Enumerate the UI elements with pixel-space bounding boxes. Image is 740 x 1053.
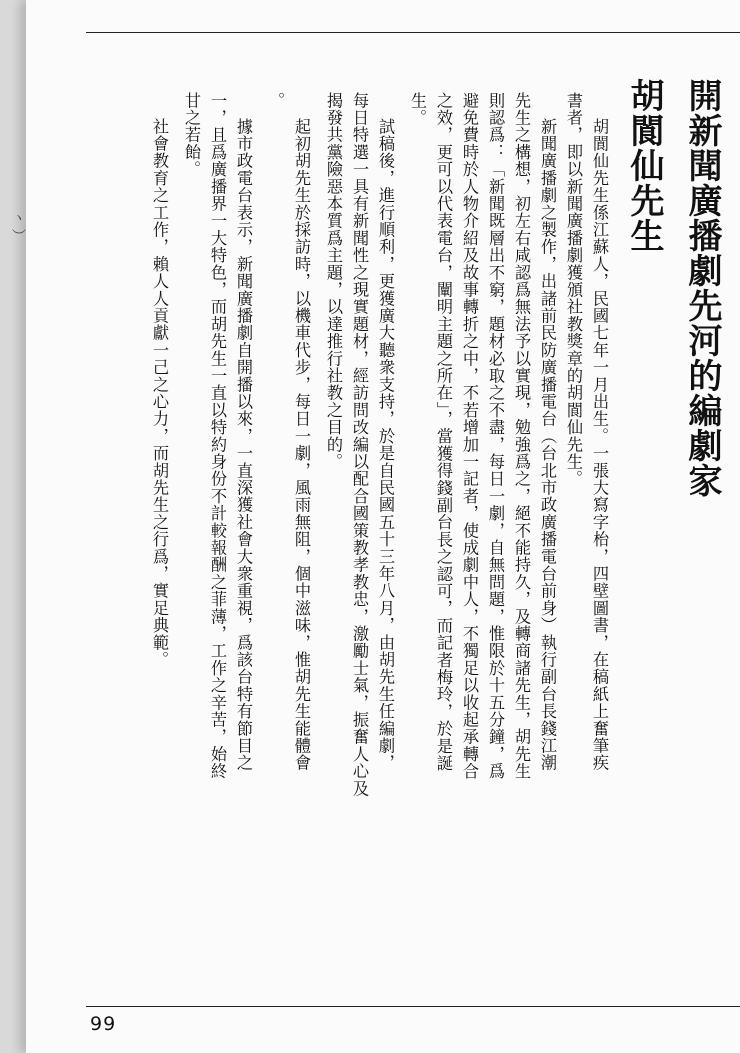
body-line-11: 揭發共黨險惡本質爲主題，以達推行社教之目的。 <box>324 92 343 471</box>
body-line-9: 試稿後，進行順利，更獲廣大聽衆支持，於是自民國五十三年八月，由胡先生任編劇， <box>376 118 395 772</box>
article-title: 開新聞廣播劇先河的編劇家 <box>682 78 722 498</box>
top-rule <box>86 32 740 33</box>
body-line-15: 一，且爲廣播界一大特色，而胡先生一直以特約身份不計較報酬之菲薄，工作之辛苦，始終 <box>208 92 227 780</box>
margin-mark: ヽ ） <box>10 210 26 243</box>
body-line-2: 書者，即以新聞廣播劇獲頒社教獎章的胡閬仙先生。 <box>564 92 583 488</box>
body-line-10: 每日特選一具有新聞性之現實題材，經訪問改編以配合國策教孝教忠，激勵士氣，振奮人心及 <box>350 92 369 798</box>
page-number: 99 <box>90 1013 117 1035</box>
body-line-5: 則認爲：「新聞既層出不窮，題材必取之不盡，每日一劇，自無問題，惟限於十五分鐘，爲 <box>486 92 505 780</box>
document-page <box>26 0 740 1053</box>
body-line-8: 生。 <box>408 92 427 127</box>
body-line-7: 之效，更可以代表電台，闡明主題之所在」，當獲得錢副台長之認可，而記者梅玲，於是誕 <box>434 92 453 772</box>
bottom-rule <box>86 1006 740 1007</box>
body-line-6: 避免費時於人物介紹及故事轉折之中，不若增加一記者，使成劇中人，不獨足以收起承轉合 <box>460 92 479 780</box>
subject-name-heading: 胡閬仙先生 <box>624 78 664 253</box>
body-line-13: 。 <box>266 92 285 110</box>
body-line-16: 甘之若飴。 <box>182 92 201 178</box>
body-line-12: 起初胡先生於採訪時，以機車代步，每日一劇，風雨無阻，個中滋味，惟胡先生能體會 <box>292 118 311 772</box>
body-line-14: 據市政電台表示，新聞廣播劇自開播以來，一直深獲社會大衆重視，爲該台特有節目之 <box>234 118 253 772</box>
body-line-17: 社會教育之工作，賴人人貢獻一己之心力，而胡先生之行爲，實足典範。 <box>150 118 169 669</box>
body-line-4: 先生之構想，初左右咸認爲無法予以實現，勉強爲之，絕不能持久，及轉商諸先生，胡先生 <box>512 92 531 780</box>
body-line-3: 新聞廣播劇之製作，出諸前民防廣播電台（台北市政廣播電台前身）執行副台長錢江潮 <box>538 118 557 772</box>
body-line-1: 胡閬仙先生係江蘇人，民國七年一月出生。一張大寫字枱，四壁圖書，在稿紙上奮筆疾 <box>590 118 609 772</box>
